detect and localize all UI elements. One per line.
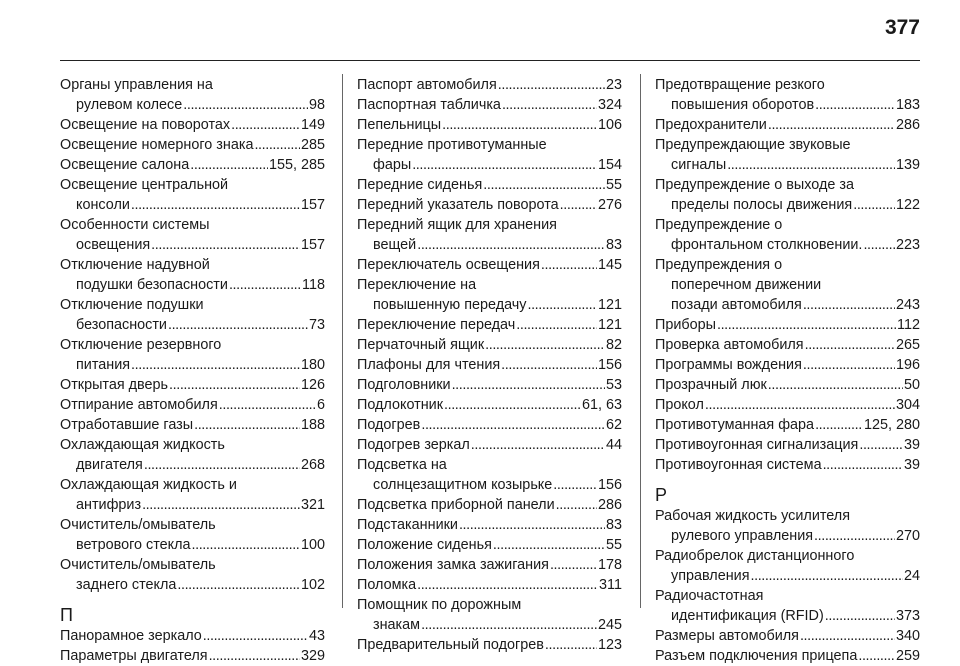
entry-term: Открытая дверь xyxy=(60,377,169,393)
dot-leader xyxy=(823,455,903,475)
page-number: 377 xyxy=(884,16,920,39)
index-entry xyxy=(655,626,920,646)
entry-term: управления xyxy=(671,568,750,584)
entry-page-ref: 23 xyxy=(605,77,622,93)
entry-term: вещей xyxy=(373,237,417,253)
entry-term: Противотуманная фара xyxy=(655,417,815,433)
entry-page-ref: 321 xyxy=(300,497,325,513)
entry-page-ref: 39 xyxy=(903,457,920,473)
dot-leader xyxy=(483,175,605,195)
dot-leader xyxy=(501,355,597,375)
entry-term: знакам xyxy=(373,617,421,633)
dot-leader xyxy=(493,535,605,555)
dot-leader xyxy=(169,375,300,395)
entry-page-ref: 373 xyxy=(895,608,920,624)
entry-page-ref: 98 xyxy=(308,97,325,113)
entry-page-ref: 53 xyxy=(605,377,622,393)
entry-page-ref: 139 xyxy=(895,157,920,173)
entry-page-ref: 285 xyxy=(300,137,325,153)
index-entry xyxy=(60,335,325,375)
dot-leader xyxy=(545,635,597,655)
entry-term: фары xyxy=(373,157,412,173)
index-entry xyxy=(357,555,622,575)
entry-page-ref: 270 xyxy=(895,528,920,544)
section-letter: П xyxy=(60,605,73,625)
index-entry xyxy=(357,595,622,635)
entry-term: Органы управления на xyxy=(60,77,213,93)
dot-leader xyxy=(219,395,316,415)
entry-page-ref: 196 xyxy=(895,357,920,373)
entry-term: Передний ящик для хранения xyxy=(357,217,557,233)
index-entry xyxy=(655,335,920,355)
dot-leader xyxy=(768,115,895,135)
entry-term: Отключение подушки xyxy=(60,297,204,313)
dot-leader xyxy=(417,235,605,255)
entry-page-ref: 121 xyxy=(597,297,622,313)
index-entry xyxy=(357,75,622,95)
entry-term: Положения замка зажигания xyxy=(357,557,549,573)
entry-page-ref: 118 xyxy=(302,277,325,293)
index-entry xyxy=(357,115,622,135)
entry-page-ref: 149 xyxy=(300,117,325,133)
index-entry xyxy=(655,135,920,175)
entry-page-ref: 243 xyxy=(895,297,920,313)
entry-term: Охлаждающая жидкость и xyxy=(60,477,237,493)
entry-page-ref: 311 xyxy=(599,577,622,593)
index-entry xyxy=(60,475,325,515)
index-entry xyxy=(655,435,920,455)
entry-page-ref: 122 xyxy=(895,197,920,213)
index-entry xyxy=(357,275,622,315)
entry-term: повышения оборотов xyxy=(671,97,815,113)
entry-term: рулевом колесе xyxy=(76,97,183,113)
entry-term: питания xyxy=(76,357,131,373)
entry-term: Передний указатель поворота xyxy=(357,197,559,213)
entry-page-ref: 126 xyxy=(300,377,325,393)
entry-page-ref: 157 xyxy=(300,237,325,253)
entry-term: Поломка xyxy=(357,577,417,593)
entry-term: Разъем подключения прицепа xyxy=(655,648,858,664)
index-entry xyxy=(60,135,325,155)
entry-page-ref: 180 xyxy=(300,357,325,373)
dot-leader xyxy=(853,195,895,215)
index-entry xyxy=(357,495,622,515)
index-entry xyxy=(655,175,920,215)
index-entry xyxy=(655,506,920,546)
dot-leader xyxy=(815,95,895,115)
dot-leader xyxy=(768,375,903,395)
index-entry xyxy=(60,115,325,135)
entry-term: Плафоны для чтения xyxy=(357,357,501,373)
entry-term: Подогрев зеркал xyxy=(357,437,470,453)
index-entry xyxy=(60,175,325,215)
entry-page-ref: 265 xyxy=(895,337,920,353)
index-entry xyxy=(655,455,920,475)
index-entry xyxy=(655,115,920,135)
entry-term: антифриз xyxy=(76,497,142,513)
index-entry xyxy=(357,175,622,195)
dot-leader xyxy=(859,435,903,455)
entry-page-ref: 83 xyxy=(605,237,622,253)
entry-term: пределы полосы движения xyxy=(671,197,853,213)
entry-page-ref: 304 xyxy=(895,397,920,413)
entry-page-ref: 223 xyxy=(895,237,920,253)
entry-term: фронтальном столкновении. xyxy=(671,237,863,253)
index-column-3 xyxy=(655,75,920,666)
index-entry xyxy=(60,215,325,255)
dot-leader xyxy=(485,335,605,355)
entry-term: Предварительный подогрев xyxy=(357,637,544,653)
index-entry xyxy=(60,255,325,295)
index-entry xyxy=(357,95,622,115)
entry-page-ref: 102 xyxy=(300,577,325,593)
entry-term: Охлаждающая жидкость xyxy=(60,437,225,453)
index-entry xyxy=(655,546,920,586)
dot-leader xyxy=(814,526,895,546)
entry-term: Очиститель/омыватель xyxy=(60,557,216,573)
entry-term: Передние сиденья xyxy=(357,177,483,193)
entry-page-ref: 123 xyxy=(597,637,622,653)
dot-leader xyxy=(192,535,300,555)
dot-leader xyxy=(444,395,581,415)
index-entry xyxy=(60,295,325,335)
header-rule xyxy=(60,60,920,61)
entry-term: Размеры автомобиля xyxy=(655,628,799,644)
index-entry xyxy=(357,395,622,415)
entry-term: Параметры двигателя xyxy=(60,648,208,664)
entry-page-ref: 55 xyxy=(605,177,622,193)
dot-leader xyxy=(254,135,300,155)
column-divider xyxy=(640,74,641,608)
dot-leader xyxy=(231,115,300,135)
entry-page-ref: 154 xyxy=(597,157,622,173)
entry-page-ref: 62 xyxy=(605,417,622,433)
dot-leader xyxy=(144,455,300,475)
index-entry xyxy=(655,355,920,375)
dot-leader xyxy=(863,235,895,255)
dot-leader xyxy=(527,295,597,315)
entry-term: Предупреждающие звуковые xyxy=(655,137,851,153)
dot-leader xyxy=(815,415,863,435)
dot-leader xyxy=(541,255,597,275)
entry-term: Подсветка приборной панели xyxy=(357,497,555,513)
entry-page-ref: 83 xyxy=(605,517,622,533)
entry-page-ref: 276 xyxy=(597,197,622,213)
entry-term: Переключение на xyxy=(357,277,477,293)
entry-term: Приборы xyxy=(655,317,716,333)
index-entry xyxy=(357,355,622,375)
index-entry xyxy=(357,415,622,435)
entry-term: повышенную передачу xyxy=(373,297,527,313)
index-entry xyxy=(60,626,325,646)
entry-page-ref: 286 xyxy=(895,117,920,133)
entry-page-ref: 286 xyxy=(597,497,622,513)
dot-leader xyxy=(131,195,300,215)
index-entry xyxy=(60,415,325,435)
entry-term: солнцезащитном козырьке xyxy=(373,477,553,493)
dot-leader xyxy=(705,395,895,415)
entry-term: Прозрачный люк xyxy=(655,377,767,393)
index-entry xyxy=(357,255,622,275)
entry-term: Помощник по дорожным xyxy=(357,597,522,613)
dot-leader xyxy=(177,575,300,595)
index-entry xyxy=(357,135,622,175)
dot-leader xyxy=(516,315,597,335)
entry-term: Пепельницы xyxy=(357,117,442,133)
entry-page-ref: 268 xyxy=(300,457,325,473)
entry-term: Подголовники xyxy=(357,377,451,393)
dot-leader xyxy=(183,95,308,115)
dot-leader xyxy=(751,566,903,586)
entry-term: Противоугонная система xyxy=(655,457,822,473)
dot-leader xyxy=(459,515,605,535)
entry-term: Освещение на поворотах xyxy=(60,117,231,133)
entry-page-ref: 55 xyxy=(605,537,622,553)
entry-term: Отключение надувной xyxy=(60,257,210,273)
entry-term: Переключатель освещения xyxy=(357,257,540,273)
entry-page-ref: 145 xyxy=(597,257,622,273)
dot-leader xyxy=(452,375,605,395)
entry-term: Паспортная табличка xyxy=(357,97,501,113)
index-entry xyxy=(357,215,622,255)
index-entry xyxy=(655,646,920,666)
index-column-1 xyxy=(60,75,325,666)
index-entry xyxy=(357,575,622,595)
index-entry xyxy=(60,646,325,666)
entry-term: Прокол xyxy=(655,397,704,413)
entry-term: рулевого управления xyxy=(671,528,814,544)
entry-term: позади автомобиля xyxy=(671,297,802,313)
entry-term: Программы вождения xyxy=(655,357,802,373)
index-entry xyxy=(60,395,325,415)
dot-leader xyxy=(142,495,300,515)
entry-term: Предупреждение о выходе за xyxy=(655,177,854,193)
dot-leader xyxy=(151,235,300,255)
entry-page-ref: 156 xyxy=(597,477,622,493)
entry-term: Рабочая жидкость усилителя xyxy=(655,508,850,524)
entry-page-ref: 259 xyxy=(895,648,920,664)
entry-page-ref: 324 xyxy=(597,97,622,113)
index-entry xyxy=(655,75,920,115)
dot-leader xyxy=(803,295,895,315)
entry-term: сигналы xyxy=(671,157,727,173)
index-entry xyxy=(655,395,920,415)
entry-page-ref: 178 xyxy=(597,557,622,573)
column-divider xyxy=(342,74,343,608)
entry-page-ref: 112 xyxy=(897,317,920,333)
index-entry xyxy=(655,315,920,335)
entry-term: Очиститель/омыватель xyxy=(60,517,216,533)
entry-term: поперечном движении xyxy=(671,277,822,293)
index-entry xyxy=(60,155,325,175)
entry-page-ref: 125, 280 xyxy=(863,417,920,433)
entry-page-ref: 43 xyxy=(308,628,325,644)
entry-page-ref: 39 xyxy=(903,437,920,453)
index-entry xyxy=(655,215,920,255)
entry-page-ref: 155, 285 xyxy=(268,157,325,173)
dot-leader xyxy=(556,495,597,515)
dot-leader xyxy=(550,555,597,575)
dot-leader xyxy=(209,646,300,666)
entry-term: Предохранители xyxy=(655,117,767,133)
entry-term: Положение сиденья xyxy=(357,537,492,553)
entry-term: идентификация (RFID) xyxy=(671,608,824,624)
entry-page-ref: 61, 63 xyxy=(581,397,622,413)
index-entry xyxy=(357,635,622,655)
index-entry xyxy=(357,455,622,495)
entry-term: Отпирание автомобиля xyxy=(60,397,218,413)
section-letter: Р xyxy=(655,485,668,505)
index-entry xyxy=(60,375,325,395)
entry-term: Освещение центральной xyxy=(60,177,229,193)
index-entry xyxy=(357,315,622,335)
entry-term: Переключение передач xyxy=(357,317,516,333)
dot-leader xyxy=(800,626,895,646)
dot-leader xyxy=(805,335,895,355)
entry-term: Радиобрелок дистанционного xyxy=(655,548,855,564)
index-entry xyxy=(357,375,622,395)
entry-term: Освещение номерного знака xyxy=(60,137,254,153)
index-entry xyxy=(655,375,920,395)
index-entry xyxy=(655,255,920,315)
entry-page-ref: 329 xyxy=(300,648,325,664)
entry-term: Паспорт автомобиля xyxy=(357,77,497,93)
index-entry xyxy=(357,515,622,535)
entry-term: подушки безопасности xyxy=(76,277,228,293)
entry-term: Панорамное зеркало xyxy=(60,628,202,644)
entry-page-ref: 82 xyxy=(605,337,622,353)
entry-page-ref: 188 xyxy=(300,417,325,433)
entry-term: ветрового стекла xyxy=(76,537,191,553)
dot-leader xyxy=(203,626,308,646)
entry-term: освещения xyxy=(76,237,151,253)
index-entry xyxy=(357,335,622,355)
entry-page-ref: 50 xyxy=(903,377,920,393)
entry-term: Предотвращение резкого xyxy=(655,77,825,93)
entry-term: Подлокотник xyxy=(357,397,444,413)
dot-leader xyxy=(190,155,268,175)
dot-leader xyxy=(131,355,300,375)
dot-leader xyxy=(229,275,301,295)
entry-page-ref: 183 xyxy=(895,97,920,113)
dot-leader xyxy=(502,95,597,115)
index-entry xyxy=(357,195,622,215)
entry-term: консоли xyxy=(76,197,130,213)
entry-term: Предупреждение о xyxy=(655,217,783,233)
index-entry xyxy=(60,435,325,475)
entry-page-ref: 156 xyxy=(597,357,622,373)
index-entry xyxy=(60,75,325,115)
entry-term: Проверка автомобиля xyxy=(655,337,804,353)
entry-term: Передние противотуманные xyxy=(357,137,547,153)
entry-term: Подстаканники xyxy=(357,517,458,533)
entry-term: Подогрев xyxy=(357,417,421,433)
dot-leader xyxy=(717,315,896,335)
dot-leader xyxy=(421,415,605,435)
entry-term: Предупреждения о xyxy=(655,257,783,273)
index-entry xyxy=(655,415,920,435)
entry-page-ref: 100 xyxy=(300,537,325,553)
dot-leader xyxy=(168,315,308,335)
entry-term: Противоугонная сигнализация xyxy=(655,437,859,453)
dot-leader xyxy=(421,615,597,635)
entry-page-ref: 106 xyxy=(597,117,622,133)
dot-leader xyxy=(194,415,300,435)
dot-leader xyxy=(442,115,597,135)
dot-leader xyxy=(553,475,597,495)
dot-leader xyxy=(727,155,895,175)
entry-page-ref: 44 xyxy=(605,437,622,453)
entry-page-ref: 340 xyxy=(895,628,920,644)
entry-term: Освещение салона xyxy=(60,157,190,173)
entry-page-ref: 121 xyxy=(597,317,622,333)
entry-term: двигателя xyxy=(76,457,143,473)
entry-term: Особенности системы xyxy=(60,217,210,233)
entry-term: Отработавшие газы xyxy=(60,417,194,433)
index-entry xyxy=(357,435,622,455)
index-column-2 xyxy=(357,75,622,655)
entry-term: Подсветка на xyxy=(357,457,447,473)
entry-page-ref: 157 xyxy=(300,197,325,213)
entry-term: безопасности xyxy=(76,317,167,333)
entry-term: Радиочастотная xyxy=(655,588,764,604)
dot-leader xyxy=(498,75,605,95)
index-entry xyxy=(357,535,622,555)
entry-page-ref: 73 xyxy=(308,317,325,333)
dot-leader xyxy=(471,435,605,455)
dot-leader xyxy=(858,646,895,666)
entry-term: заднего стекла xyxy=(76,577,177,593)
entry-term: Перчаточный ящик xyxy=(357,337,485,353)
dot-leader xyxy=(412,155,597,175)
entry-term: Отключение резервного xyxy=(60,337,222,353)
index-entry xyxy=(655,586,920,626)
entry-page-ref: 245 xyxy=(597,617,622,633)
index-entry xyxy=(60,515,325,555)
dot-leader xyxy=(417,575,598,595)
dot-leader xyxy=(825,606,895,626)
dot-leader xyxy=(560,195,597,215)
entry-page-ref: 24 xyxy=(903,568,920,584)
entry-page-ref: 6 xyxy=(316,397,325,413)
dot-leader xyxy=(803,355,895,375)
index-entry xyxy=(60,555,325,595)
